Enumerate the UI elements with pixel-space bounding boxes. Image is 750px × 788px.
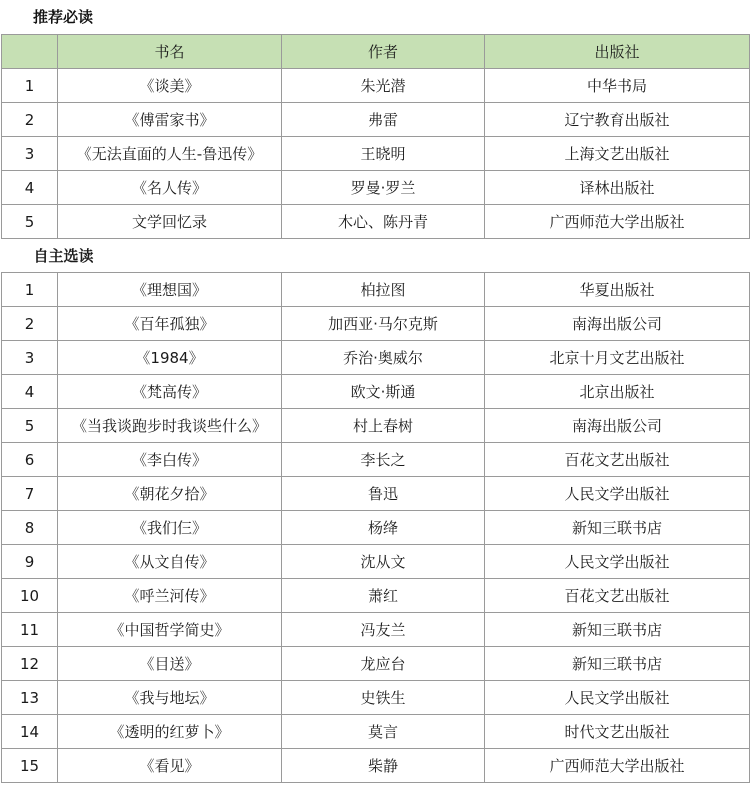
row-number: 4 (2, 171, 58, 205)
book-title: 《谈美》 (58, 69, 282, 103)
book-author: 龙应台 (282, 647, 485, 681)
row-number: 13 (2, 681, 58, 715)
book-author: 柴静 (282, 749, 485, 783)
table-row (2, 477, 750, 511)
table-row (2, 137, 750, 171)
book-publisher: 广西师范大学出版社 (485, 205, 750, 239)
book-title: 《呼兰河传》 (58, 579, 282, 613)
book-title: 《梵高传》 (58, 375, 282, 409)
book-author: 弗雷 (282, 103, 485, 137)
book-author: 王晓明 (282, 137, 485, 171)
row-number: 2 (2, 103, 58, 137)
row-number: 7 (2, 477, 58, 511)
row-number: 15 (2, 749, 58, 783)
row-number: 10 (2, 579, 58, 613)
book-publisher: 广西师范大学出版社 (485, 749, 750, 783)
table-row (2, 613, 750, 647)
row-number: 4 (2, 375, 58, 409)
table-row (2, 307, 750, 341)
book-publisher: 人民文学出版社 (485, 545, 750, 579)
book-author: 莫言 (282, 715, 485, 749)
book-publisher: 人民文学出版社 (485, 477, 750, 511)
table-row (2, 205, 750, 239)
book-title: 《我们仨》 (58, 511, 282, 545)
book-author: 木心、陈丹青 (282, 205, 485, 239)
book-author: 朱光潜 (282, 69, 485, 103)
book-publisher: 新知三联书店 (485, 647, 750, 681)
optional-reading-rows (2, 273, 750, 783)
header-num (2, 35, 58, 69)
table-row (2, 409, 750, 443)
book-author: 杨绛 (282, 511, 485, 545)
table-row (2, 171, 750, 205)
table-row (2, 579, 750, 613)
row-number: 2 (2, 307, 58, 341)
book-publisher: 新知三联书店 (485, 511, 750, 545)
book-author: 罗曼·罗兰 (282, 171, 485, 205)
book-author: 乔治·奥威尔 (282, 341, 485, 375)
book-title: 《透明的红萝卜》 (58, 715, 282, 749)
row-number: 3 (2, 341, 58, 375)
row-number: 5 (2, 205, 58, 239)
book-author: 冯友兰 (282, 613, 485, 647)
table-row (2, 749, 750, 783)
book-title: 《朝花夕拾》 (58, 477, 282, 511)
section-title-row-optional (2, 239, 750, 273)
table-row (2, 375, 750, 409)
table-row (2, 715, 750, 749)
header-publisher: 出版社 (485, 35, 750, 69)
book-author: 加西亚·马尔克斯 (282, 307, 485, 341)
row-number: 6 (2, 443, 58, 477)
table-row (2, 341, 750, 375)
book-publisher: 百花文艺出版社 (485, 579, 750, 613)
row-number: 1 (2, 69, 58, 103)
table-row (2, 681, 750, 715)
book-publisher: 南海出版公司 (485, 409, 750, 443)
book-title: 《名人传》 (58, 171, 282, 205)
table-row (2, 511, 750, 545)
book-author: 史铁生 (282, 681, 485, 715)
book-publisher: 新知三联书店 (485, 613, 750, 647)
book-author: 村上春树 (282, 409, 485, 443)
book-publisher: 南海出版公司 (485, 307, 750, 341)
book-title: 文学回忆录 (58, 205, 282, 239)
book-title: 《当我谈跑步时我谈些什么》 (58, 409, 282, 443)
table-row (2, 69, 750, 103)
table-row (2, 443, 750, 477)
table-row (2, 103, 750, 137)
row-number: 1 (2, 273, 58, 307)
row-number: 9 (2, 545, 58, 579)
book-publisher: 时代文艺出版社 (485, 715, 750, 749)
required-reading-rows (2, 69, 750, 239)
book-publisher: 中华书局 (485, 69, 750, 103)
table-row (2, 545, 750, 579)
table-row (2, 273, 750, 307)
book-author: 萧红 (282, 579, 485, 613)
header-author: 作者 (282, 35, 485, 69)
book-author: 柏拉图 (282, 273, 485, 307)
book-publisher: 北京十月文艺出版社 (485, 341, 750, 375)
row-number: 12 (2, 647, 58, 681)
book-author: 欧文·斯通 (282, 375, 485, 409)
book-author: 鲁迅 (282, 477, 485, 511)
optional-section-heading (2, 239, 750, 273)
book-publisher: 上海文艺出版社 (485, 137, 750, 171)
book-title: 《目送》 (58, 647, 282, 681)
book-author: 沈从文 (282, 545, 485, 579)
table-row (2, 647, 750, 681)
reading-list-table (1, 34, 750, 783)
row-number: 3 (2, 137, 58, 171)
table-header-row (2, 35, 750, 69)
book-title: 《我与地坛》 (58, 681, 282, 715)
book-title: 《百年孤独》 (58, 307, 282, 341)
book-title: 《看见》 (58, 749, 282, 783)
book-title: 《李白传》 (58, 443, 282, 477)
header-title: 书名 (58, 35, 282, 69)
book-title: 《傅雷家书》 (58, 103, 282, 137)
book-publisher: 译林出版社 (485, 171, 750, 205)
book-title: 《中国哲学简史》 (58, 613, 282, 647)
row-number: 8 (2, 511, 58, 545)
section-title-required: 推荐必读 (33, 8, 94, 26)
row-number: 14 (2, 715, 58, 749)
section-title-optional: 自主选读 (2, 239, 750, 273)
book-publisher: 人民文学出版社 (485, 681, 750, 715)
row-number: 5 (2, 409, 58, 443)
book-title: 《无法直面的人生-鲁迅传》 (58, 137, 282, 171)
book-publisher: 辽宁教育出版社 (485, 103, 750, 137)
book-publisher: 华夏出版社 (485, 273, 750, 307)
book-title: 《理想国》 (58, 273, 282, 307)
book-title: 《1984》 (58, 341, 282, 375)
book-title: 《从文自传》 (58, 545, 282, 579)
book-publisher: 北京出版社 (485, 375, 750, 409)
row-number: 11 (2, 613, 58, 647)
book-publisher: 百花文艺出版社 (485, 443, 750, 477)
book-author: 李长之 (282, 443, 485, 477)
